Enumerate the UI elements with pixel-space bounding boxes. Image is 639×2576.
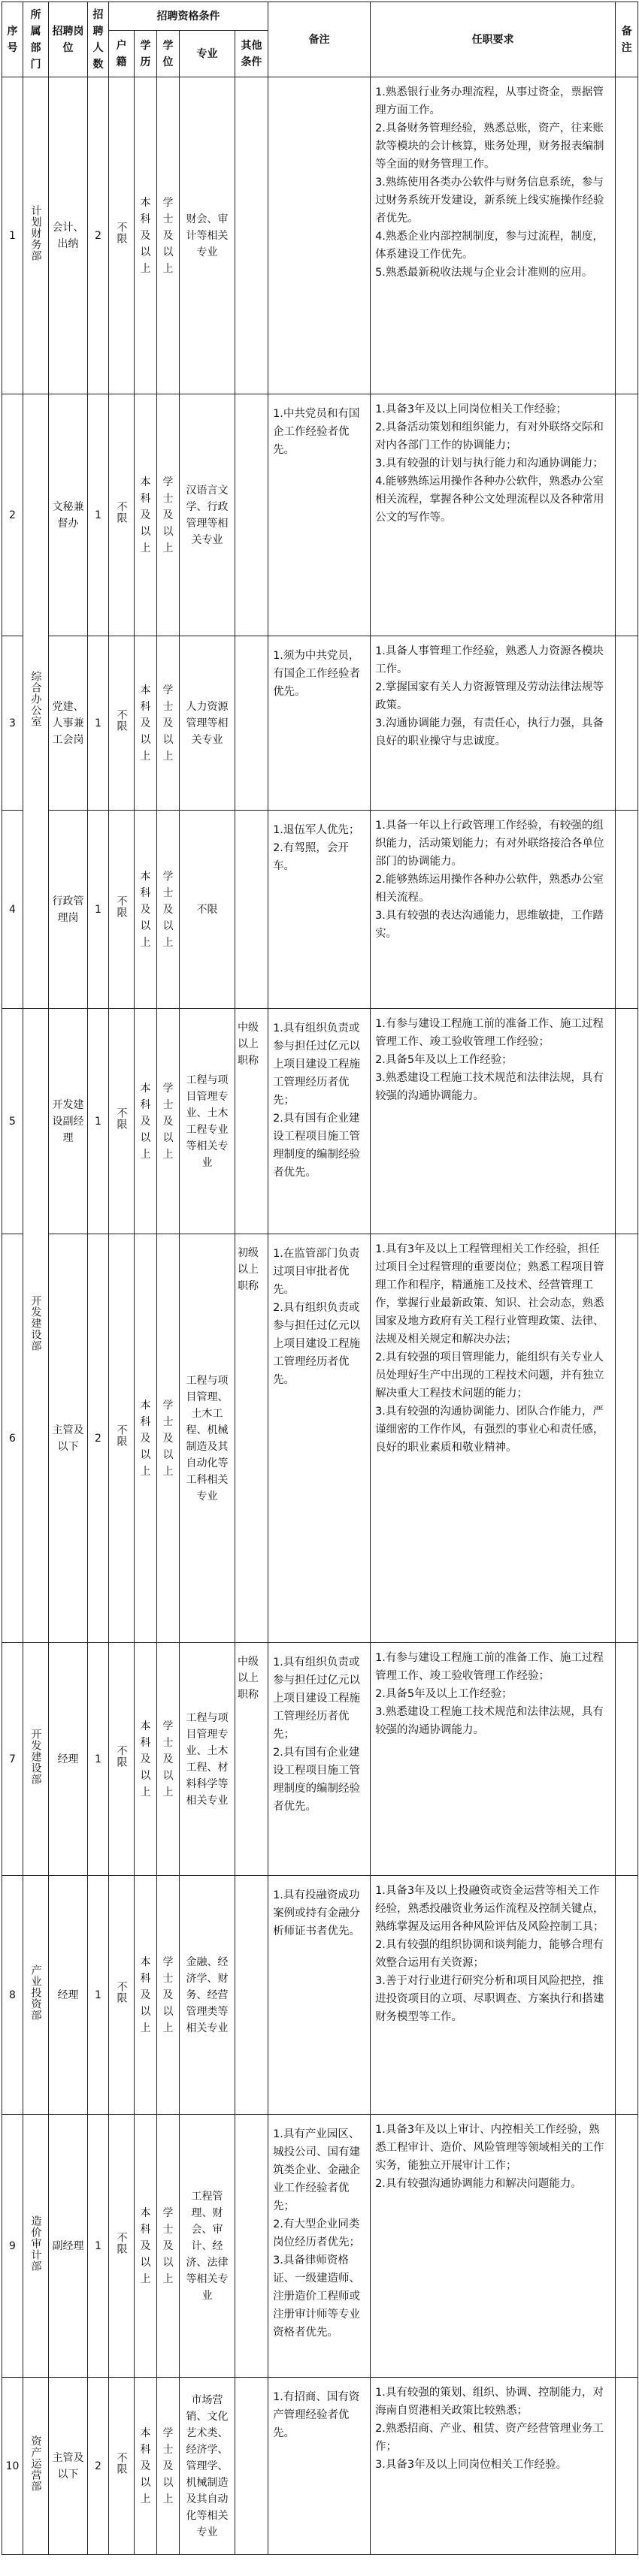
remark-cell: [616, 1009, 638, 1234]
count-cell: 1: [88, 1876, 109, 2115]
requirements-text: 1.具备3年及以上审计、内控相关工作经验，熟悉工程审计、造价、风险管理等领域相关的工作实务，能独立开展审计工作； 2.具有较强沟通协调能力和解决问题能力。: [375, 2124, 604, 2190]
remark-cell: [616, 811, 638, 1009]
table-row: [2, 1643, 638, 1876]
degree-cell: 学士及以上: [157, 1009, 180, 1234]
remark-cell: [616, 2115, 638, 2378]
hukou-cell: [109, 1009, 135, 1234]
requirements-cell: [371, 1643, 616, 1876]
count-cell: 2: [88, 1234, 109, 1643]
major-cell: 工程管理、财会、审计、经济、法律等相关专业: [180, 2115, 235, 2378]
requirements-text: 1.具备3年及以上同岗位相关工作经验； 2.具备活动策划和组织能力，有对外联络交际和对内各部门工作的协调能力； 3.具有较强的计划与执行能力和沟通协调能力； 4.能够熟练运用操作各种办公软件，熟悉办公室相关流程，掌握各种公文处理流程以及各种常用公文的写作等。: [375, 403, 604, 524]
dept-cell: [23, 2115, 49, 2378]
hukou-cell: [109, 636, 135, 811]
other-cell: [235, 77, 268, 394]
hukou-cell: [109, 2115, 135, 2378]
requirements-cell: [371, 1876, 616, 2115]
header-education: 学历: [135, 31, 157, 77]
header-count: 招聘人数: [88, 2, 109, 77]
position-cell: 经理: [49, 1876, 88, 2115]
remark-cell: [616, 1234, 638, 1643]
education-cell: 本科及以上: [135, 2378, 157, 2555]
table-row: [2, 1234, 638, 1643]
requirements-text: 1.具备人事管理工作经验，熟悉人力资源各模块工作。 2.掌握国家有关人力资源管理及劳动法律法规等政策。 3.沟通协调能力强，有责任心，执行力强，具备良好的职业操守与忠诚度。: [375, 645, 604, 747]
hukou-cell: [109, 2378, 135, 2555]
requirements-text: 1.有参与建设工程施工前的准备工作、施工过程管理工作、竣工验收管理工作经验； 2.具备5年及以上工作经验； 3.熟悉建设工程施工技术规范和法律法规，具有较强的沟通协调能力。: [375, 1652, 604, 1736]
note-cell: [268, 77, 371, 394]
header-requirements: 任职要求: [371, 2, 616, 77]
hukou-label: 不限: [115, 1424, 128, 1447]
major-cell: 工程与项目管理、土木工程、机械制造及其自动化等工科相关专业: [180, 1234, 235, 1643]
other-cell: [235, 2378, 268, 2555]
hukou-label: 不限: [115, 2452, 128, 2475]
dept-cell: [23, 1643, 49, 1876]
major-cell: 汉语言文学、行政管理等相关专业: [180, 394, 235, 636]
major-cell: 市场营销、文化艺术类、经济学、管理学、机械制造及其自动化等相关专业: [180, 2378, 235, 2555]
dept-label: 计划财务部: [29, 204, 42, 261]
education-cell: 本科及以上: [135, 636, 157, 811]
major-cell: 财会、审计等相关专业: [180, 77, 235, 394]
other-cell: [235, 1876, 268, 2115]
requirements-cell: [371, 77, 616, 394]
education-cell: 本科及以上: [135, 1643, 157, 1876]
requirements-cell: [371, 2115, 616, 2378]
requirements-cell: [371, 1234, 616, 1643]
header-conditions: 招聘资格条件: [109, 2, 268, 31]
degree-cell: 学士及以上: [157, 2378, 180, 2555]
position-cell: 主管及以下: [49, 1234, 88, 1643]
note-cell: [268, 1234, 371, 1643]
requirements-text: 1.具备一年以上行政管理工作经验，有较强的组织能力，活动策划能力；有对外联络接洽各单位部门的协调能力。 2.能够熟练运用操作各种办公软件，熟悉办公室相关流程。 3.具有较强的表达沟通能力，思维敏捷，工作踏实。: [375, 820, 604, 940]
hukou-label: 不限: [115, 709, 128, 732]
row-seq: 10: [2, 2378, 23, 2555]
dept-label: 开发建设部: [29, 1294, 42, 1351]
row-seq: 6: [2, 1234, 23, 1643]
hukou-cell: [109, 1643, 135, 1876]
major-cell: 人力资源管理等相关专业: [180, 636, 235, 811]
education-cell: 本科及以上: [135, 1234, 157, 1643]
note-text: 1.有招商、国有资产管理经验者优先。: [273, 2391, 360, 2439]
dept-cell: [23, 77, 49, 394]
other-cell: [235, 811, 268, 1009]
table-row: [2, 1876, 638, 2115]
education-cell: 本科及以上: [135, 394, 157, 636]
header-dept: 所属部门: [23, 2, 49, 77]
note-cell: [268, 636, 371, 811]
other-cell: 初级以上职称: [235, 1234, 268, 1643]
degree-cell: 学士及以上: [157, 77, 180, 394]
other-cell: [235, 636, 268, 811]
education-cell: 本科及以上: [135, 77, 157, 394]
hukou-label: 不限: [115, 895, 128, 918]
requirements-text: 1.具有3年及以上工程管理相关工作经验，担任过项目全过程管理的重要岗位；熟悉工程项目管理工作和程序，精通施工及技术、经营管理工作，掌握行业最新政策、知识、社会动态，熟悉国家及地方政府有关工程行业管理政策、法律、法规及相关规定和解决办法； 2.具有较强的项目管理能力，能组织有关专业人员处理好生产中出现的工程技术问题，并有独立解决重大工程技术问题的能力； 3.具有较强的沟通协调能力、团队合作能力，严谨细密的工作作风，有强烈的事业心和责任感，良好的职业素质和敬业精神。: [375, 1243, 604, 1454]
table-row: [2, 2378, 638, 2555]
position-cell: 文秘兼督办: [49, 394, 88, 636]
count-cell: 2: [88, 2378, 109, 2555]
row-seq: 5: [2, 1009, 23, 1234]
education-cell: 本科及以上: [135, 1876, 157, 2115]
requirements-cell: [371, 1009, 616, 1234]
table-row: [2, 811, 638, 1009]
count-cell: 1: [88, 394, 109, 636]
education-cell: 本科及以上: [135, 1009, 157, 1234]
header-other: 其他条件: [235, 31, 268, 77]
table-row: [2, 2115, 638, 2378]
note-cell: [268, 1009, 371, 1234]
position-cell: 开发建设副经理: [49, 1009, 88, 1234]
remark-cell: [616, 1643, 638, 1876]
major-cell: 金融、经济学、财务、经营管理类等相关专业: [180, 1876, 235, 2115]
remark-cell: [616, 1876, 638, 2115]
header-row-1: [2, 2, 638, 31]
dept-label: 产业投资部: [29, 1964, 42, 2021]
position-cell: 行政管理岗: [49, 811, 88, 1009]
row-seq: 4: [2, 811, 23, 1009]
note-text: 1.退伍军人优先； 2.有驾照，会开车。: [273, 824, 360, 872]
count-cell: 1: [88, 1009, 109, 1234]
major-cell: 工程与项目管理专业、土木工程专业等相关专业: [180, 1009, 235, 1234]
note-text: 1.具有组织负责或参与担任过亿元以上项目建设工程施工管理经历者优先； 2.具有国有企业建设工程项目施工管理制度的编制经验者优先。: [273, 1656, 361, 1813]
degree-cell: 学士及以上: [157, 636, 180, 811]
hukou-cell: [109, 394, 135, 636]
position-cell: 经理: [49, 1643, 88, 1876]
header-remark: 备注: [616, 2, 638, 77]
major-cell: 不限: [180, 811, 235, 1009]
table-row: [2, 394, 638, 636]
requirements-text: 1.有参与建设工程施工前的准备工作、施工过程管理工作、竣工验收管理工作经验； 2.具备5年及以上工作经验； 3.熟悉建设工程施工技术规范和法律法规，具有较强的沟通协调能力。: [375, 1018, 604, 1102]
row-seq: 7: [2, 1643, 23, 1876]
degree-cell: 学士及以上: [157, 1643, 180, 1876]
hukou-label: 不限: [115, 1981, 128, 2004]
education-cell: 本科及以上: [135, 2115, 157, 2378]
note-cell: [268, 394, 371, 636]
dept-cell: [23, 1876, 49, 2115]
requirements-cell: [371, 811, 616, 1009]
requirements-cell: [371, 394, 616, 636]
row-seq: 3: [2, 636, 23, 811]
note-text: 1.具有产业园区、城投公司、国有建筑类企业、金融企业工作经验者优先； 2.有大型企业同类岗位经历者优先； 3.具备律师资格证、一级建造师、注册造价工程师或注册审计师等专业资格者优先。: [273, 2128, 361, 2339]
count-cell: 1: [88, 1643, 109, 1876]
position-cell: 会计、出纳: [49, 77, 88, 394]
note-text: 1.具有组织负责或参与担任过亿元以上项目建设工程施工管理经历者优先； 2.具有国有企业建设工程项目施工管理制度的编制经验者优先。: [273, 1022, 361, 1179]
count-cell: 1: [88, 636, 109, 811]
hukou-cell: [109, 77, 135, 394]
note-cell: [268, 811, 371, 1009]
requirements-cell: [371, 2378, 616, 2555]
dept-cell: [23, 1009, 49, 1643]
count-cell: 1: [88, 2115, 109, 2378]
other-cell: [235, 2115, 268, 2378]
degree-cell: 学士及以上: [157, 2115, 180, 2378]
note-text: 1.中共党员和有国企工作经验者优先。: [273, 408, 360, 456]
requirements-cell: [371, 636, 616, 811]
position-cell: 党建、人事兼工会岗: [49, 636, 88, 811]
row-seq: 1: [2, 77, 23, 394]
remark-cell: [616, 77, 638, 394]
note-cell: [268, 1643, 371, 1876]
hukou-cell: [109, 1876, 135, 2115]
hukou-label: 不限: [115, 1107, 128, 1130]
header-seq: 序号: [2, 2, 23, 77]
remark-cell: [616, 636, 638, 811]
education-cell: 本科及以上: [135, 811, 157, 1009]
position-cell: 主管及以下: [49, 2378, 88, 2555]
count-cell: 2: [88, 77, 109, 394]
dept-label: 造价审计部: [29, 2215, 42, 2272]
requirements-text: 1.具有较强的策划、组织、协调、控制能力，对海南自贸港相关政策比较熟悉； 2.熟悉招商、产业、租赁、资产经营管理业务工作； 3.具备3年及以上同岗位相关工作经验。: [375, 2387, 604, 2471]
dept-cell: [23, 394, 49, 1009]
dept-label: 综合办公室: [29, 670, 42, 727]
header-position: 招聘岗位: [49, 2, 88, 77]
hukou-label: 不限: [115, 1745, 128, 1768]
header-hukou: 户籍: [109, 31, 135, 77]
dept-label: 开发建设部: [29, 1728, 42, 1785]
degree-cell: 学士及以上: [157, 1876, 180, 2115]
dept-cell: [23, 2378, 49, 2555]
table-row: [2, 1009, 638, 1234]
requirements-text: 1.熟悉银行业务办理流程，从事过资金，票据管理方面工作。 2.具备财务管理经验，熟悉总账，资产，往来账款等模块的会计核算，账务处理，财务报表编制等全面的财务管理工作。 3.熟练使用各类办公软件与财务信息系统，参与过财务系统开发建设，新系统上线实施操作经验者优先。 4.熟悉企业内部控制制度，参与过流程，制度，体系建设工作优先。 5.熟悉最新税收法规与企业会计准则的应用。: [375, 86, 604, 279]
other-cell: 中级以上职称: [235, 1009, 268, 1234]
count-cell: 1: [88, 811, 109, 1009]
note-text: 1.具有投融资成功案例或持有金融分析师证书者优先。: [273, 1889, 361, 1937]
other-cell: [235, 394, 268, 636]
hukou-label: 不限: [115, 222, 128, 244]
degree-cell: 学士及以上: [157, 811, 180, 1009]
note-cell: [268, 1876, 371, 2115]
row-seq: 2: [2, 394, 23, 636]
hukou-cell: [109, 1234, 135, 1643]
recruitment-table: [2, 2, 638, 2555]
other-cell: 中级以上职称: [235, 1643, 268, 1876]
table-row: [2, 636, 638, 811]
note-cell: [268, 2378, 371, 2555]
row-seq: 9: [2, 2115, 23, 2378]
dept-label: 资产运营部: [29, 2435, 42, 2492]
degree-cell: 学士及以上: [157, 394, 180, 636]
requirements-text: 1.具备3年及以上投融资或资金运营等相关工作经验，熟悉投融资业务运作流程及控制关键点，熟练掌握及运用各种风险评估及风险控制工具； 2.具有较强的组织协调和谈判能力，能够合理有效整合运用有关资源； 3.善于对行业进行研究分析和项目风险把控，推进投资项目的立项、尽职调查、方案执行和搭建财务模型等工作。: [375, 1885, 604, 2023]
hukou-label: 不限: [115, 501, 128, 524]
position-cell: 副经理: [49, 2115, 88, 2378]
table-row: [2, 77, 638, 394]
hukou-cell: [109, 811, 135, 1009]
header-note: 备注: [268, 2, 371, 77]
header-degree: 学位: [157, 31, 180, 77]
row-seq: 8: [2, 1876, 23, 2115]
degree-cell: 学士及以上: [157, 1234, 180, 1643]
header-major: 专业: [180, 31, 235, 77]
note-text: 1.须为中共党员，有国企工作经验者优先。: [273, 650, 361, 698]
note-text: 1.在监管部门负责过项目审批者优先。 2.具有组织负责或参与担任过亿元以上项目建设工程施工管理经历者优先。: [273, 1248, 361, 1386]
remark-cell: [616, 2378, 638, 2555]
hukou-label: 不限: [115, 2232, 128, 2254]
note-cell: [268, 2115, 371, 2378]
remark-cell: [616, 394, 638, 636]
major-cell: 工程与项目管理专业、土木工程、材料科学等相关专业: [180, 1643, 235, 1876]
